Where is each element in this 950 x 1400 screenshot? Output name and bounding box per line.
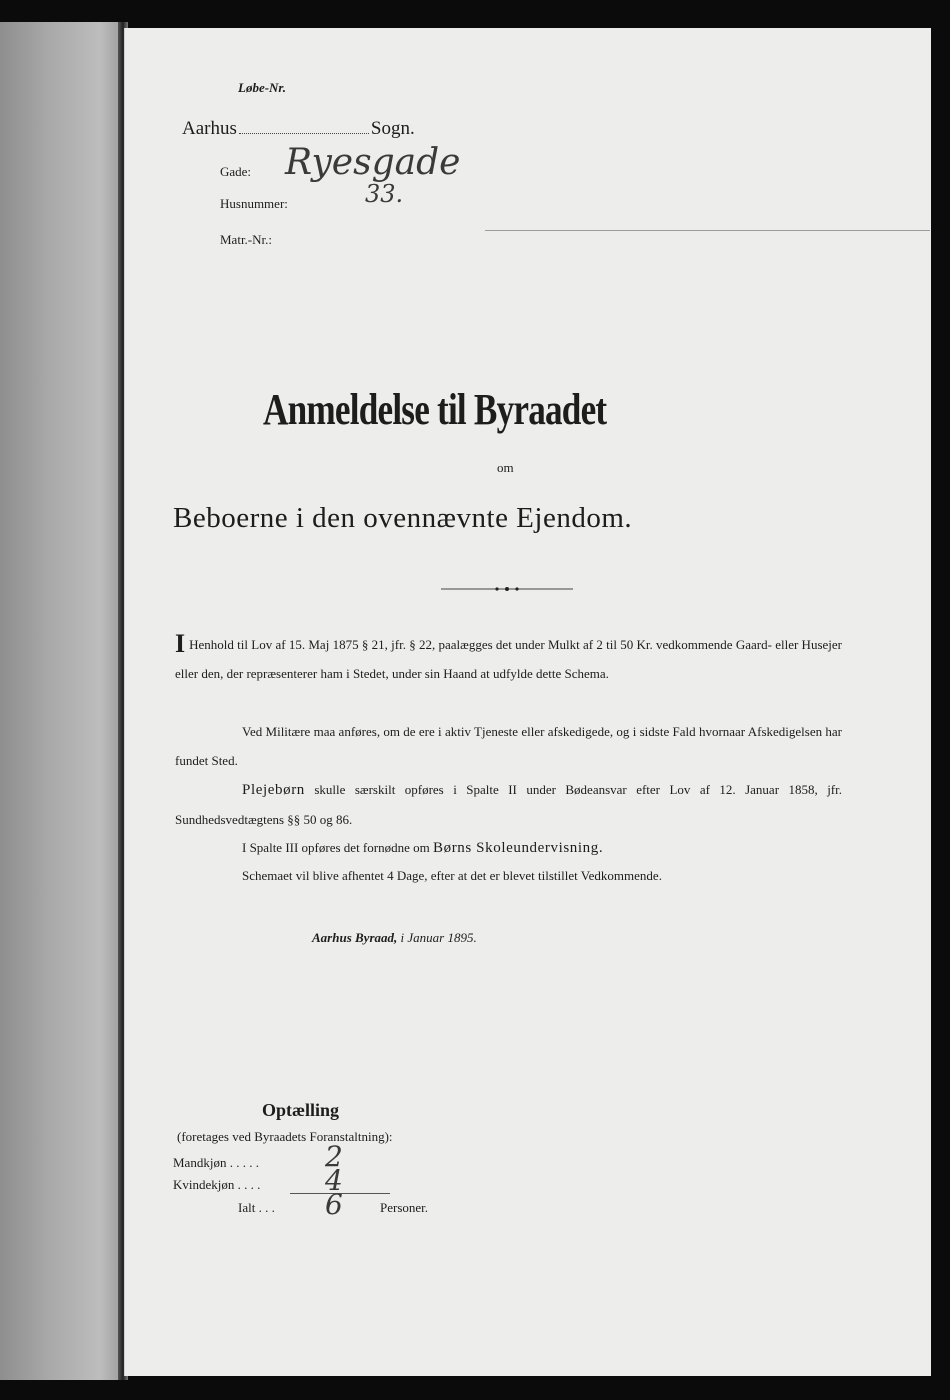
mandkjon-value: 2 (325, 1140, 343, 1173)
document-subtitle: Beboerne i den ovennævnte Ejendom. (173, 502, 633, 534)
signature-place: Aarhus Byraad, (312, 930, 398, 945)
lobe-nr-label: Løbe-Nr. (238, 80, 287, 95)
plejeborn-lead: Plejebørn (242, 782, 305, 798)
kvindekjon-label: Kvindekjøn . . . . (173, 1177, 261, 1192)
husnummer-label: Husnummer: (220, 196, 288, 211)
ialt-label: Ialt . . . (238, 1200, 275, 1215)
matr-label: Matr.-Nr.: (220, 232, 272, 247)
husnummer-handwritten: 33. (365, 180, 404, 208)
paragraph-law (175, 629, 842, 688)
parish-line (182, 118, 415, 140)
aarhus-label: Aarhus (182, 118, 237, 139)
document-page (124, 28, 931, 1376)
paragraph-military: Ved Militære maa anføres, om de ere i aktiv Tjeneste eller afskedigede, og i sidste Fald hvornaar Afskedigelsen har fundet Sted. (175, 724, 842, 768)
paragraph-foster-text: skulle særskilt opføres i Spalte II under Bødeansvar efter Lov af 12. Januar 1858, jfr. Sundhedsvedtægtens §§ 50 og 86. (175, 782, 842, 827)
paragraph-law-text: Henhold til Lov af 15. Maj 1875 § 21, jfr. § 22, paalægges det under Mulkt af 2 til 50 Kr. vedkommende Gaard- eller Husejer eller den, der repræsenterer ham i Stedet, under sin Haand at udfylde dette Schema. (175, 637, 842, 681)
header-rule (485, 230, 930, 231)
kvindekjon-value: 4 (325, 1164, 343, 1197)
signature-line (312, 930, 477, 946)
signature-date: i Januar 1895. (400, 930, 477, 945)
paragraph-pickup: Schemaet vil blive afhentet 4 Dage, efter at det er blevet tilstillet Vedkommende. (242, 868, 662, 883)
left-page-edge (0, 22, 125, 1380)
borns-skoleundervisning: Børns Skoleundervisning. (432, 840, 604, 856)
ialt-value: 6 (325, 1188, 343, 1221)
ornament-divider (441, 586, 573, 592)
gade-handwritten: Ryesgade (285, 142, 461, 183)
paragraph-foster-children (175, 775, 842, 834)
parish-dotted-line (239, 133, 369, 134)
paragraph-schooling (175, 833, 842, 863)
drop-initial: I (175, 629, 186, 658)
paragraph-schooling-text: I Spalte III opføres det fornødne om (242, 840, 430, 855)
om-text: om (497, 460, 514, 475)
count-note: (foretages ved Byraadets Foranstaltning): (177, 1129, 393, 1144)
gade-label: Gade: (220, 164, 252, 179)
document-title: Anmeldelse til Byraadet (263, 385, 607, 434)
personer-label: Personer. (380, 1200, 429, 1215)
sogn-label: Sogn. (370, 118, 415, 139)
count-heading: Optælling (262, 1100, 340, 1120)
mandkjon-label: Mandkjøn . . . . . (173, 1155, 259, 1170)
